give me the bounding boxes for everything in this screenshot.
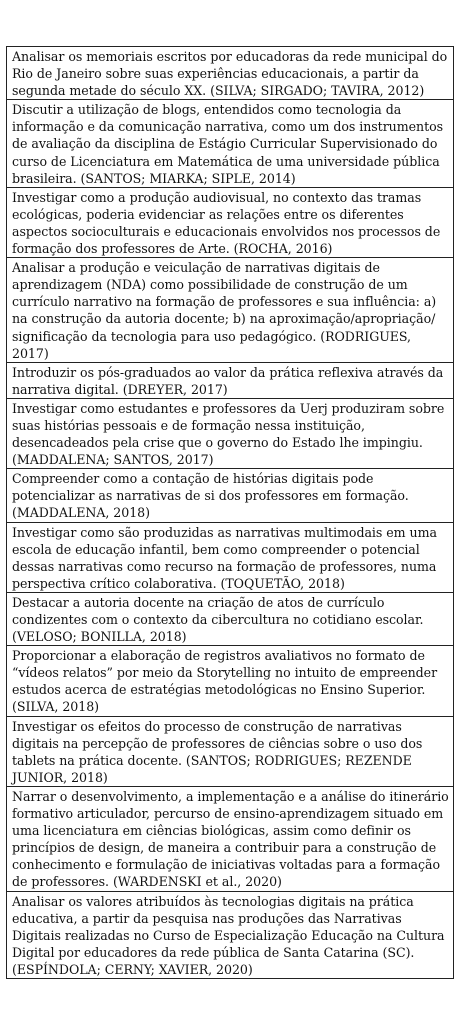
- table-row: [7, 891, 454, 978]
- table-cell: Analisar a produção e veiculação de narrativas digitais de aprendizagem (NDA) como possibilidade de construção de um currículo narrativo na formação de professores e sua influência: a) na construção da autoria docente; b) na aproximação/apropriação/ significação da tecnologia para uso pedagógico. (RODRIGUES, 2017): [7, 258, 454, 363]
- table-row: [7, 786, 454, 891]
- table-cell: Investigar como são produzidas as narrativas multimodais em uma escola de educação infantil, bem como compreender o potencial dessas narrativas como recurso na formação de professores, numa perspectiva crítico colaborativa. (TOQUETÃO, 2018): [7, 522, 454, 592]
- table-row: [7, 646, 454, 716]
- table-cell: Discutir a utilização de blogs, entendidos como tecnologia da informação e da comunicação narrativa, como um dos instrumentos de avaliação da disciplina de Estágio Curricular Supervisionado do curso de Licenciatura em Matemática de uma universidade pública brasileira. (SANTOS; MIARKA; SIPLE, 2014): [7, 100, 454, 187]
- table-cell: Analisar os memoriais escritos por educadoras da rede municipal do Rio de Janeiro sobre suas experiências educacionais, a partir da segunda metade do século XX. (SILVA; SIRGADO; TAVIRA, 2012): [7, 47, 454, 100]
- table-cell: Analisar os valores atribuídos às tecnologias digitais na prática educativa, a partir da pesquisa nas produções das Narrativas Digitais realizadas no Curso de Especialização Educação na Cultura Digital por educadores da rede pública de Santa Catarina (SC). (ESPÍNDOLA; CERNY; XAVIER, 2020): [7, 891, 454, 978]
- objectives-table-container: [6, 46, 454, 979]
- table-cell: Investigar como estudantes e professores da Uerj produziram sobre suas histórias pessoais e de formação nessa instituição, desencadeados pela crise que o governo do Estado lhe impingiu. (MADDALENA; SANTOS, 2017): [7, 398, 454, 468]
- table-cell: Destacar a autoria docente na criação de atos de currículo condizentes com o contexto da cibercultura no cotidiano escolar. (VELOSO; BONILLA, 2018): [7, 592, 454, 645]
- table-row: [7, 100, 454, 187]
- table-cell: Narrar o desenvolvimento, a implementação e a análise do itinerário formativo articulador, percurso de ensino-aprendizagem situado em uma licenciatura em ciências biológicas, assim como definir os princípios de design, de maneira a contribuir para a construção de conhecimento e formulação de iniciativas voltadas para a formação de professores. (WARDENSKI et al., 2020): [7, 786, 454, 891]
- table-cell: Investigar como a produção audiovisual, no contexto das tramas ecológicas, poderia evidenciar as relações entre os diferentes aspectos socioculturais e educacionais envolvidos nos processos de formação dos professores de Arte. (ROCHA, 2016): [7, 187, 454, 257]
- table-row: [7, 187, 454, 257]
- table-row: [7, 398, 454, 468]
- table-row: [7, 469, 454, 522]
- table-row: [7, 716, 454, 786]
- table-row: [7, 522, 454, 592]
- table-row: [7, 362, 454, 398]
- table-row: [7, 47, 454, 100]
- table-row: [7, 592, 454, 645]
- table-row: [7, 258, 454, 363]
- table-cell: Investigar os efeitos do processo de construção de narrativas digitais na percepção de professores de ciências sobre o uso dos tablets na prática docente. (SANTOS; RODRIGUES; REZENDE JUNIOR, 2018): [7, 716, 454, 786]
- table-cell: Proporcionar a elaboração de registros avaliativos no formato de “vídeos relatos” por meio da Storytelling no intuito de empreender estudos acerca de estratégias metodológicas no Ensino Superior. (SILVA, 2018): [7, 646, 454, 716]
- table-cell: Introduzir os pós-graduados ao valor da prática reflexiva através da narrativa digital. (DREYER, 2017): [7, 362, 454, 398]
- table-cell: Compreender como a contação de histórias digitais pode potencializar as narrativas de si dos professores em formação. (MADDALENA, 2018): [7, 469, 454, 522]
- objectives-table: [6, 46, 454, 979]
